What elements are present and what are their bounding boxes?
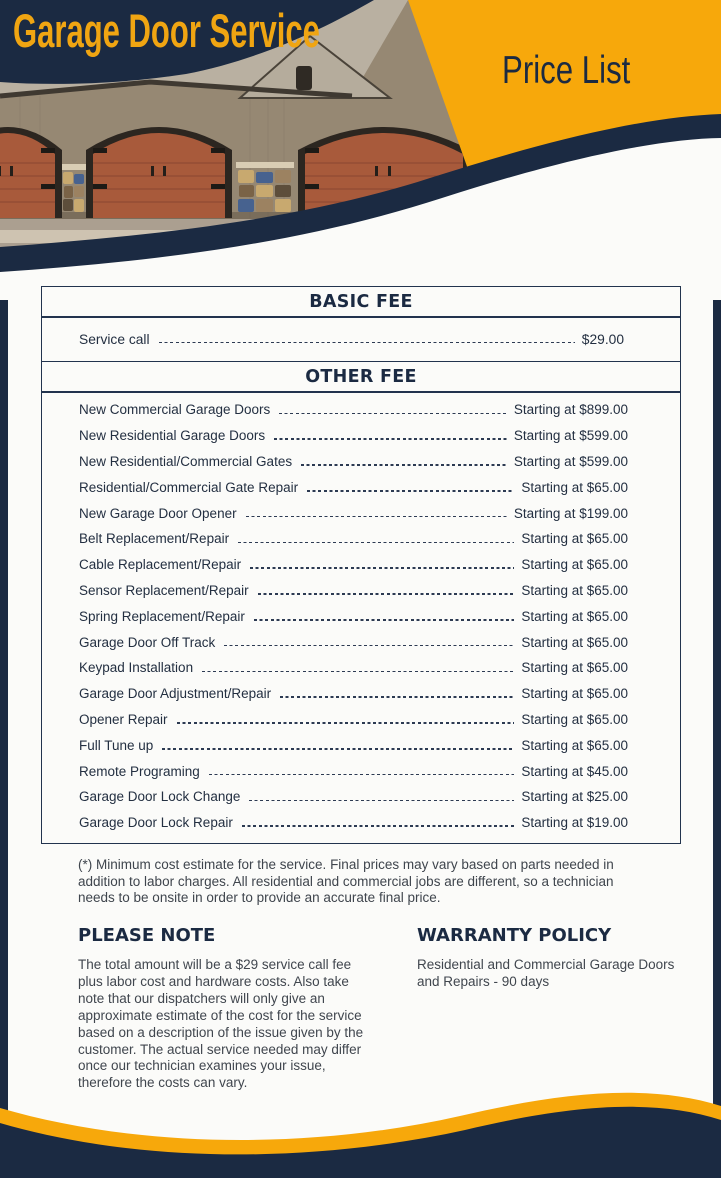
fee-row-price: Starting at $65.00 <box>521 557 628 573</box>
fee-row <box>42 681 680 707</box>
brand-title <box>13 6 478 55</box>
fee-row <box>42 578 680 604</box>
fee-row <box>42 397 680 423</box>
fee-row-label: New Residential/Commercial Gates <box>79 453 293 469</box>
fee-row-label: New Commercial Garage Doors <box>79 402 271 418</box>
warranty-policy-body: Residential and Commercial Garage Doors and Repairs - 90 days <box>417 957 675 989</box>
fee-row <box>42 552 680 578</box>
fee-row <box>42 603 680 629</box>
fee-row <box>42 629 680 655</box>
fee-row-label: Service call <box>79 331 150 347</box>
fee-row-price: Starting at $199.00 <box>513 505 628 521</box>
fee-row-label: Garage Door Off Track <box>79 634 216 650</box>
fee-row-label: Residential/Commercial Gate Repair <box>79 479 299 495</box>
fee-row-price: Starting at $25.00 <box>521 789 628 805</box>
basic-fee-heading: BASIC FEE <box>41 286 681 318</box>
fee-row-label: Opener Repair <box>79 711 168 727</box>
fee-row-price: Starting at $19.00 <box>521 815 628 831</box>
fee-row-label: Sensor Replacement/Repair <box>79 582 249 598</box>
fee-row-label: New Residential Garage Doors <box>79 428 266 444</box>
fee-row <box>42 449 680 475</box>
dotted-leader <box>242 825 515 827</box>
fee-row-price: $29.00 <box>581 331 624 347</box>
dotted-leader <box>209 774 515 776</box>
fee-row-label: Keypad Installation <box>79 660 194 676</box>
dotted-leader <box>254 619 515 621</box>
fee-row <box>42 500 680 526</box>
brand-title-text: Garage Door Service <box>13 4 320 57</box>
other-fee-heading: OTHER FEE <box>41 361 681 393</box>
dotted-leader <box>280 696 514 698</box>
fee-table <box>41 287 681 844</box>
dotted-leader <box>224 645 514 647</box>
fee-row <box>42 317 680 361</box>
fee-row-price: Starting at $65.00 <box>521 660 628 676</box>
please-note-heading: PLEASE NOTE <box>78 925 216 946</box>
dotted-leader <box>279 413 507 415</box>
fee-row-price: Starting at $65.00 <box>521 737 628 753</box>
dotted-leader <box>159 342 575 344</box>
dotted-leader <box>301 464 507 466</box>
please-note-body: The total amount will be a $29 service call fee plus labor cost and hardware costs. Also take note that our dispatchers will only give an approximate estimate of the cost for the service based on a description of the issue given by the customer. The actual service needed may differ once our technician examines your issue, therefore the costs can vary. <box>78 957 364 1091</box>
fee-row-price: Starting at $65.00 <box>521 634 628 650</box>
fee-row-price: Starting at $65.00 <box>521 479 628 495</box>
page-title <box>436 51 696 92</box>
fee-row <box>42 784 680 810</box>
fee-row-price: Starting at $65.00 <box>521 608 628 624</box>
fee-row <box>42 732 680 758</box>
dotted-leader <box>307 490 514 492</box>
fee-row-price: Starting at $45.00 <box>521 763 628 779</box>
basic-fee-rows <box>41 316 681 362</box>
fee-row <box>42 526 680 552</box>
fee-row-label: Cable Replacement/Repair <box>79 557 242 573</box>
fee-row-label: New Garage Door Opener <box>79 505 237 521</box>
fee-row-price: Starting at $599.00 <box>513 453 628 469</box>
dotted-leader <box>246 516 507 518</box>
dotted-leader <box>177 722 515 724</box>
dotted-leader <box>202 671 514 673</box>
fee-row-price: Starting at $65.00 <box>521 582 628 598</box>
dotted-leader <box>249 800 514 802</box>
fee-row <box>42 655 680 681</box>
dotted-leader <box>238 542 514 544</box>
fee-row <box>42 758 680 784</box>
fee-row-price: Starting at $65.00 <box>521 686 628 702</box>
fee-row-price: Starting at $599.00 <box>513 428 628 444</box>
warranty-policy-heading: WARRANTY POLICY <box>417 925 612 946</box>
page-title-text: Price List <box>501 49 631 92</box>
left-border-strip <box>0 264 8 1130</box>
fee-row-label: Garage Door Adjustment/Repair <box>79 686 272 702</box>
dotted-leader <box>250 567 514 569</box>
fee-row-label: Garage Door Lock Change <box>79 789 241 805</box>
fee-row-price: Starting at $65.00 <box>521 711 628 727</box>
dotted-leader <box>274 438 507 440</box>
fee-row <box>42 707 680 733</box>
fee-row-price: Starting at $899.00 <box>513 402 628 418</box>
fee-row-label: Remote Programing <box>79 763 200 779</box>
fee-row-label: Belt Replacement/Repair <box>79 531 230 547</box>
fee-row-label: Full Tune up <box>79 737 154 753</box>
disclaimer-text: (*) Minimum cost estimate for the service. Final prices may vary based on parts needed in addition to labor charges. All residential and commercial jobs are different, so a technician needs to be onsite in order to provide an accurate final price. <box>78 857 614 906</box>
fee-row-label: Spring Replacement/Repair <box>79 608 245 624</box>
fee-row <box>42 810 680 836</box>
fee-row <box>42 423 680 449</box>
other-fee-rows <box>41 391 681 844</box>
dotted-leader <box>258 593 515 595</box>
fee-row <box>42 474 680 500</box>
fee-row-price: Starting at $65.00 <box>521 531 628 547</box>
dotted-leader <box>162 748 514 750</box>
fee-row-label: Garage Door Lock Repair <box>79 815 233 831</box>
